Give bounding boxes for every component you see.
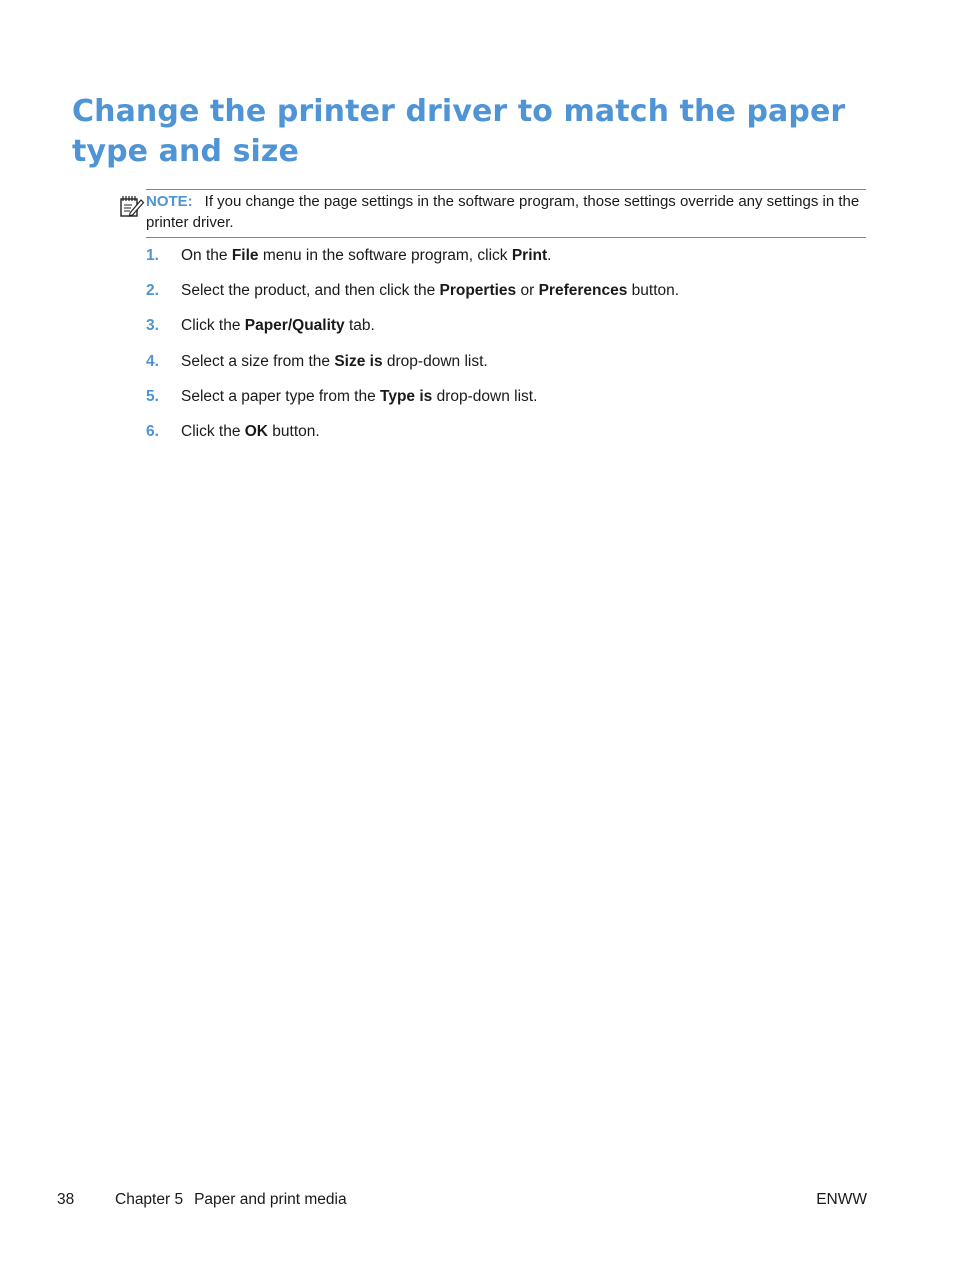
- button-name-preferences: Preferences: [538, 282, 628, 300]
- step-item: [146, 280, 866, 315]
- step-item: [146, 315, 866, 350]
- footer-doc-code: ENWW: [816, 1191, 867, 1208]
- step-text: Click the Paper/Quality tab.: [181, 317, 375, 335]
- step-number: 5.: [146, 387, 159, 405]
- footer-section-title: Paper and print media: [194, 1191, 347, 1208]
- command-print: Print: [511, 247, 548, 264]
- step-number: 1.: [146, 247, 159, 264]
- footer-page-number: 38: [57, 1191, 75, 1208]
- step-number: 2.: [146, 282, 159, 300]
- list-name-size-is: Size is: [334, 352, 383, 370]
- step-item: [146, 245, 866, 280]
- step-number: 4.: [146, 352, 159, 370]
- step-item: [146, 386, 866, 421]
- step-item: [146, 421, 866, 456]
- step-text: Click the OK button.: [181, 422, 320, 440]
- footer-chapter-label: Chapter 5: [115, 1191, 184, 1208]
- list-name-type-is: Type is: [380, 387, 433, 405]
- step-text: Select a size from the Size is drop-down list.: [181, 352, 488, 370]
- button-name-ok: OK: [244, 422, 268, 440]
- menu-name-file: File: [231, 247, 259, 264]
- button-name-properties: Properties: [439, 282, 517, 300]
- page-title: Change the printer driver to match the paper type and size: [72, 94, 846, 169]
- step-number: 6.: [146, 422, 159, 440]
- tab-name-paper-quality: Paper/Quality: [244, 317, 345, 335]
- step-item: [146, 351, 866, 386]
- footer-chapter: [115, 1189, 347, 1211]
- steps-list: [146, 245, 866, 456]
- step-number: 3.: [146, 317, 159, 335]
- step-text: On the File menu in the software program, click Print.: [181, 247, 552, 264]
- step-text: Select a paper type from the Type is drop-down list.: [181, 387, 538, 405]
- note-text: If you change the page settings in the software program, those settings override any settings in the printer driver.: [146, 193, 860, 231]
- note-pad-icon: [119, 193, 145, 219]
- note-label: NOTE:: [146, 193, 193, 210]
- note-box: [146, 189, 866, 238]
- step-text: Select the product, and then click the Properties or Preferences button.: [181, 282, 680, 300]
